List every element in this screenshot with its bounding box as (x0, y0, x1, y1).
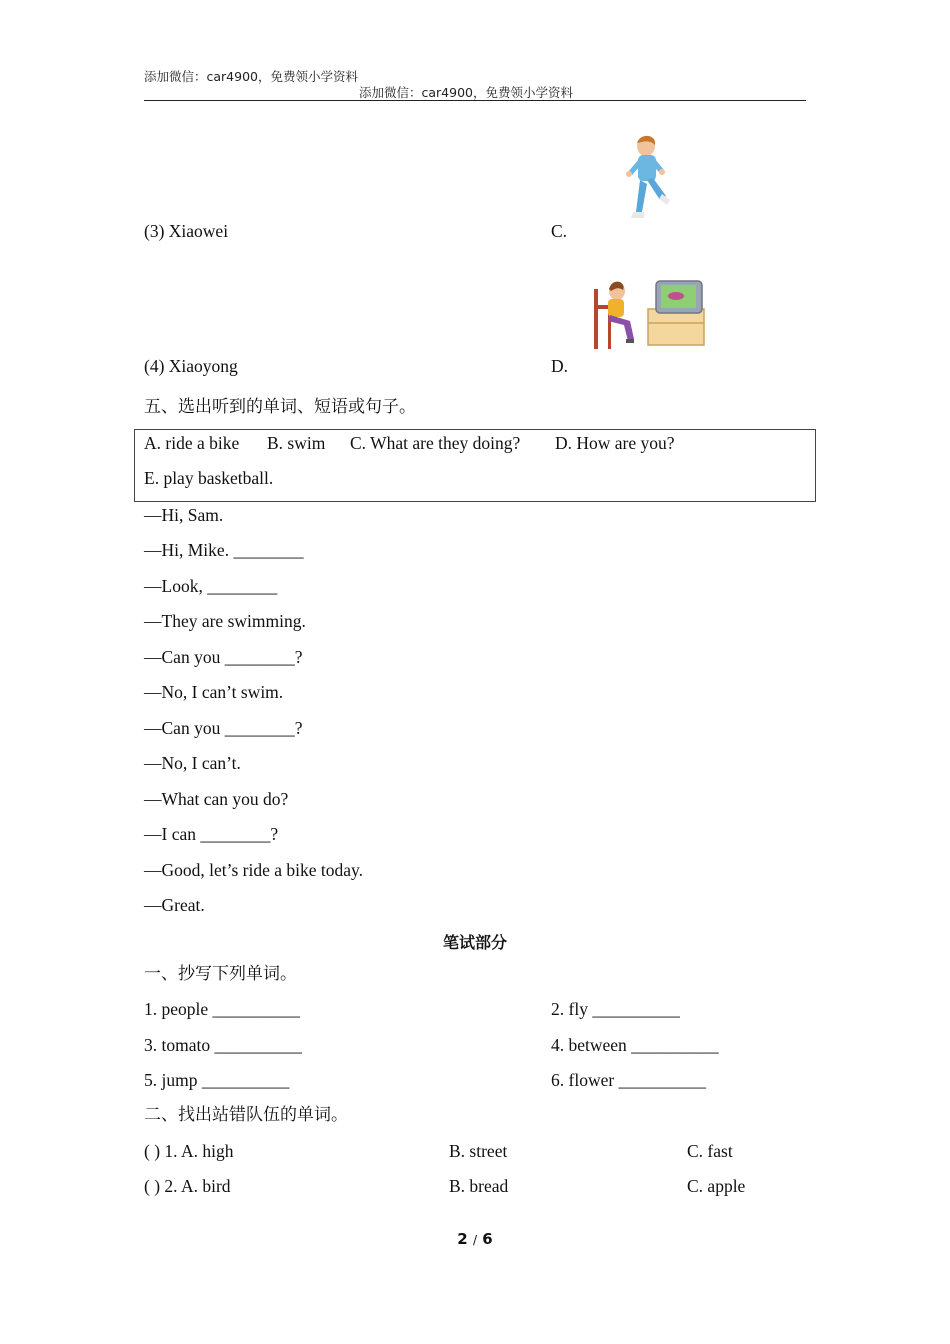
current-page: 2 (457, 1230, 468, 1248)
word-bank-option: D. How are you? (555, 433, 675, 453)
dialogue-line: —Look, ________ (144, 576, 278, 596)
match-item-option: D. (551, 356, 569, 376)
dialogue-line: —They are swimming. (144, 611, 306, 631)
total-pages: 6 (482, 1230, 493, 1248)
odd-one-out-item-b: B. street (449, 1141, 508, 1161)
section-5-title: 五、选出听到的单词、短语或句子。 (144, 397, 416, 417)
header-rule (144, 100, 806, 101)
copy-word-item: 6. flower __________ (551, 1070, 707, 1090)
odd-one-out-item-c: C. apple (687, 1176, 746, 1196)
watching-tv-image (590, 277, 710, 352)
odd-one-out-item-c: C. fast (687, 1141, 733, 1161)
copy-word-item: 5. jump __________ (144, 1070, 290, 1090)
dialogue-line: —No, I can’t. (144, 753, 241, 773)
odd-one-out-item-b: B. bread (449, 1176, 509, 1196)
page-separator: / (472, 1233, 478, 1247)
dialogue-line: —No, I can’t swim. (144, 682, 284, 702)
dialogue-line: —I can ________? (144, 824, 279, 844)
header-watermark-2: 添加微信：car4900，免费领小学资料 (359, 85, 573, 100)
copy-word-item: 1. people __________ (144, 999, 301, 1019)
match-item-name: (3) Xiaowei (144, 221, 229, 241)
dialogue-line: —Can you ________? (144, 718, 303, 738)
running-boy-image (622, 134, 674, 226)
dialogue-line: —Hi, Sam. (144, 505, 224, 525)
header-watermark-1: 添加微信：car4900，免费领小学资料 (144, 69, 358, 84)
section-2-title: 二、找出站错队伍的单词。 (144, 1105, 348, 1125)
odd-one-out-item-a: ( ) 2. A. bird (144, 1176, 231, 1196)
dialogue-line: —Good, let’s ride a bike today. (144, 860, 364, 880)
match-item-name: (4) Xiaoyong (144, 356, 238, 376)
written-part-title: 笔试部分 (442, 933, 507, 952)
match-item-option: C. (551, 221, 568, 241)
section-1-title: 一、抄写下列单词。 (144, 964, 297, 984)
word-bank-option: C. What are they doing? (350, 433, 521, 453)
dialogue-line: —What can you do? (144, 789, 289, 809)
dialogue-line: —Great. (144, 895, 205, 915)
dialogue-line: —Hi, Mike. ________ (144, 540, 304, 560)
dialogue-line: —Can you ________? (144, 647, 303, 667)
odd-one-out-item-a: ( ) 1. A. high (144, 1141, 234, 1161)
copy-word-item: 4. between __________ (551, 1035, 719, 1055)
word-bank-option: A. ride a bike (144, 433, 240, 453)
word-bank-option: E. play basketball. (144, 468, 274, 488)
copy-word-item: 2. fly __________ (551, 999, 680, 1019)
word-bank-option: B. swim (267, 433, 326, 453)
copy-word-item: 3. tomato __________ (144, 1035, 302, 1055)
page-number (0, 1230, 950, 1248)
